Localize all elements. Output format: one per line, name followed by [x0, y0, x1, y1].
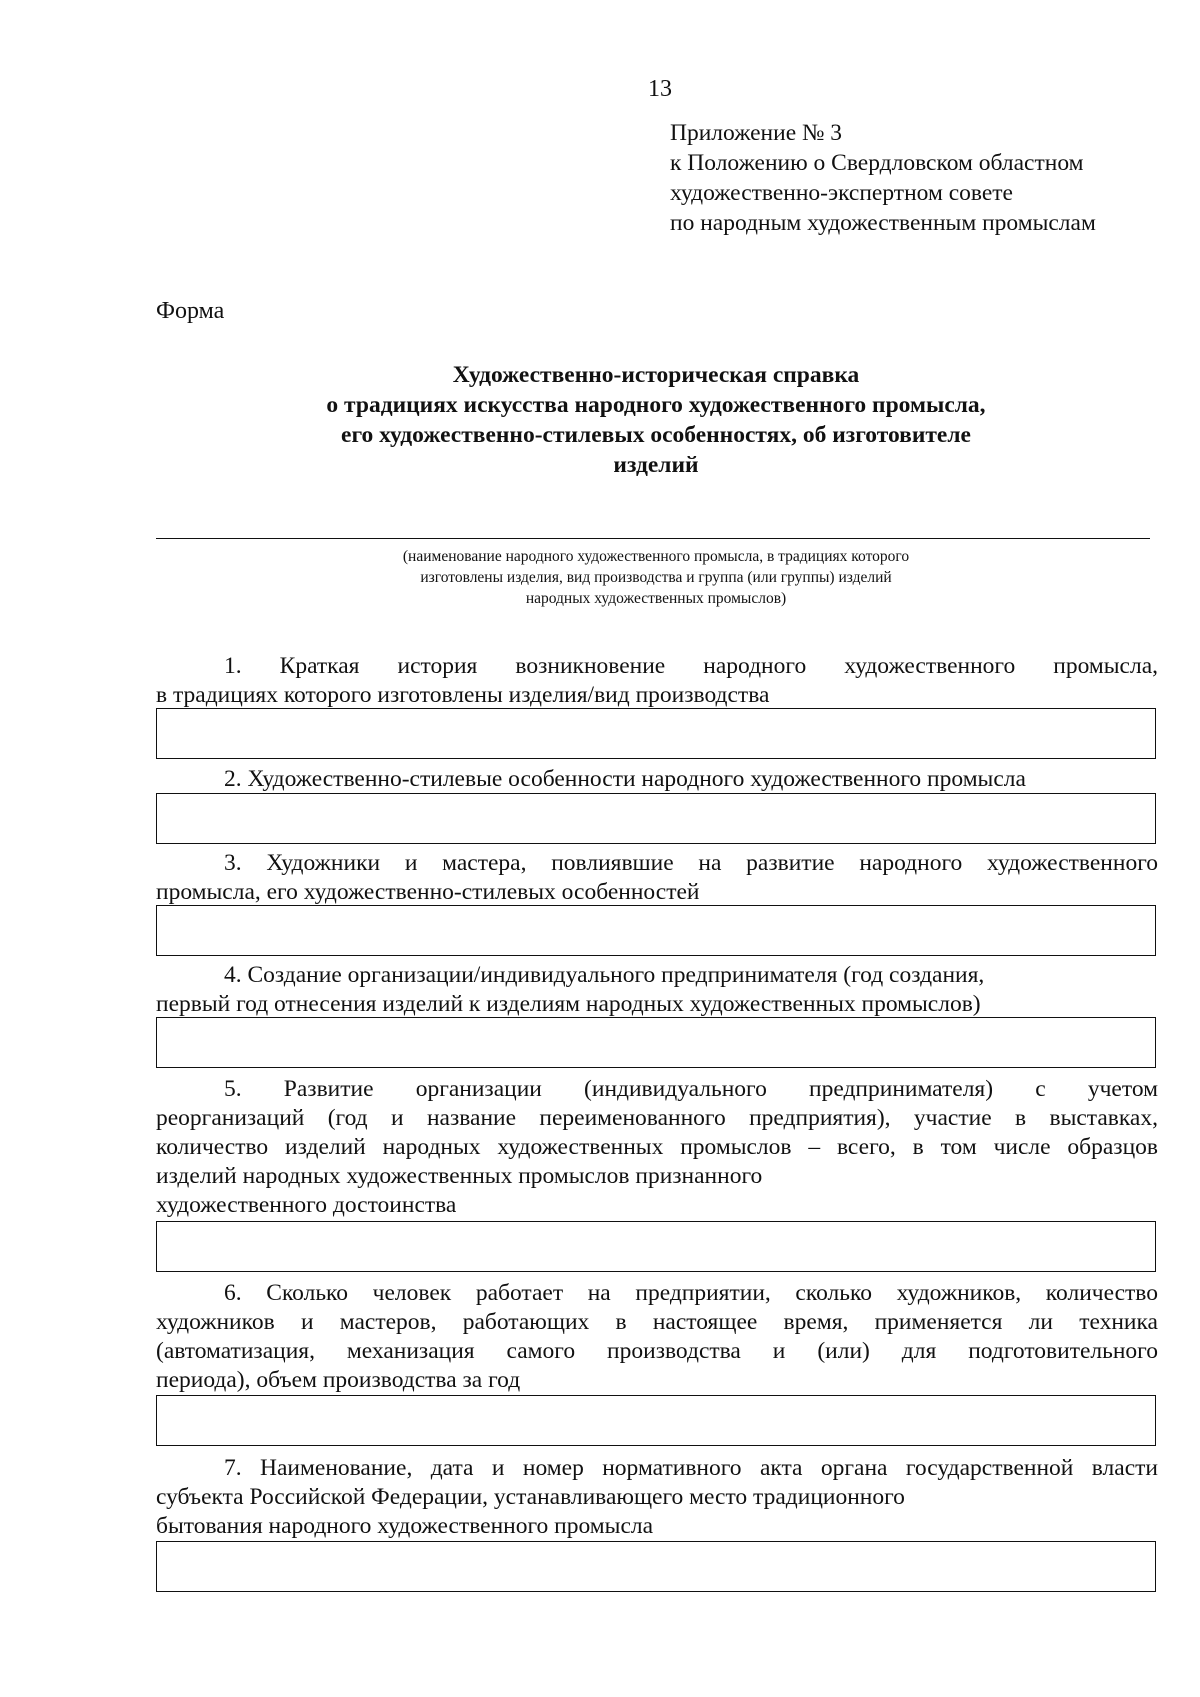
page-number: 13 [648, 76, 672, 102]
craft-name-caption [156, 546, 1156, 609]
item-6-answer-field[interactable] [156, 1395, 1156, 1446]
item-5-answer-field[interactable] [156, 1221, 1156, 1272]
appendix-line: художественно-экспертном совете [670, 180, 1013, 206]
item-2-text [156, 765, 1158, 794]
caption-line: изготовлены изделия, вид производства и группа (или группы) изделий [420, 569, 892, 586]
item-line: изделий народных художественных промыслов признанного [156, 1163, 763, 1189]
item-line: 6. Сколько человек работает на предприятии, сколько художников, количество [224, 1280, 1158, 1306]
item-line: субъекта Российской Федерации, устанавливающего место традиционного [156, 1484, 905, 1510]
item-line: 4. Создание организации/индивидуального предпринимателя (год создания, [224, 962, 985, 988]
title-line: Художественно-историческая справка [452, 362, 860, 388]
item-line: (автоматизация, механизация самого производства и (или) для подготовительного [156, 1338, 1158, 1364]
item-7-text [156, 1454, 1158, 1541]
item-line: в традициях которого изготовлены изделия/вид производства [156, 682, 770, 708]
item-7-answer-field[interactable] [156, 1541, 1156, 1592]
item-line: количество изделий народных художественных промыслов – всего, в том числе образцов [156, 1134, 1158, 1160]
item-line: 7. Наименование, дата и номер нормативного акта органа государственной власти [224, 1455, 1158, 1481]
item-line: периода), объем производства за год [156, 1367, 521, 1393]
item-line: бытования народного художественного промысла [156, 1513, 654, 1539]
item-4-text [156, 961, 1158, 1019]
item-line: художественного достоинства [156, 1192, 457, 1218]
item-line: 1. Краткая история возникновение народного художественного промысла, [224, 653, 1158, 679]
item-3-text [156, 849, 1158, 907]
item-line: 5. Развитие организации (индивидуального предпринимателя) с учетом [224, 1076, 1158, 1102]
item-1-text [156, 652, 1158, 710]
craft-name-line[interactable] [156, 538, 1150, 539]
item-3-answer-field[interactable] [156, 905, 1156, 956]
appendix-reference [670, 118, 1096, 238]
caption-line: (наименование народного художественного промысла, в традициях которого [402, 548, 910, 565]
item-line: первый год отнесения изделий к изделиям народных художественных промыслов) [156, 991, 981, 1017]
caption-line: народных художественных промыслов) [525, 590, 787, 607]
item-1-answer-field[interactable] [156, 708, 1156, 759]
title-line: его художественно-стилевых особенностях, об изготовителе [341, 422, 971, 448]
form-label: Форма [156, 298, 225, 324]
item-line: промысла, его художественно-стилевых особенностей [156, 879, 700, 905]
item-line: 2. Художественно-стилевые особенности народного художественного промысла [224, 766, 1026, 792]
item-line: реорганизаций (год и название переименованного предприятия), участие в выставках, [156, 1105, 1158, 1131]
appendix-line: к Положению о Свердловском областном [670, 150, 1084, 176]
appendix-line: Приложение № 3 [670, 120, 843, 146]
item-4-answer-field[interactable] [156, 1017, 1156, 1068]
title-line: изделий [613, 452, 699, 478]
item-line: 3. Художники и мастера, повлиявшие на развитие народного художественного [224, 850, 1158, 876]
item-2-answer-field[interactable] [156, 793, 1156, 844]
appendix-line: по народным художественным промыслам [670, 210, 1096, 236]
title-line: о традициях искусства народного художественного промысла, [326, 392, 986, 418]
item-line: художников и мастеров, работающих в настоящее время, применяется ли техника [156, 1309, 1158, 1335]
item-5-text [156, 1075, 1158, 1220]
item-6-text [156, 1279, 1158, 1395]
document-title [156, 360, 1156, 480]
